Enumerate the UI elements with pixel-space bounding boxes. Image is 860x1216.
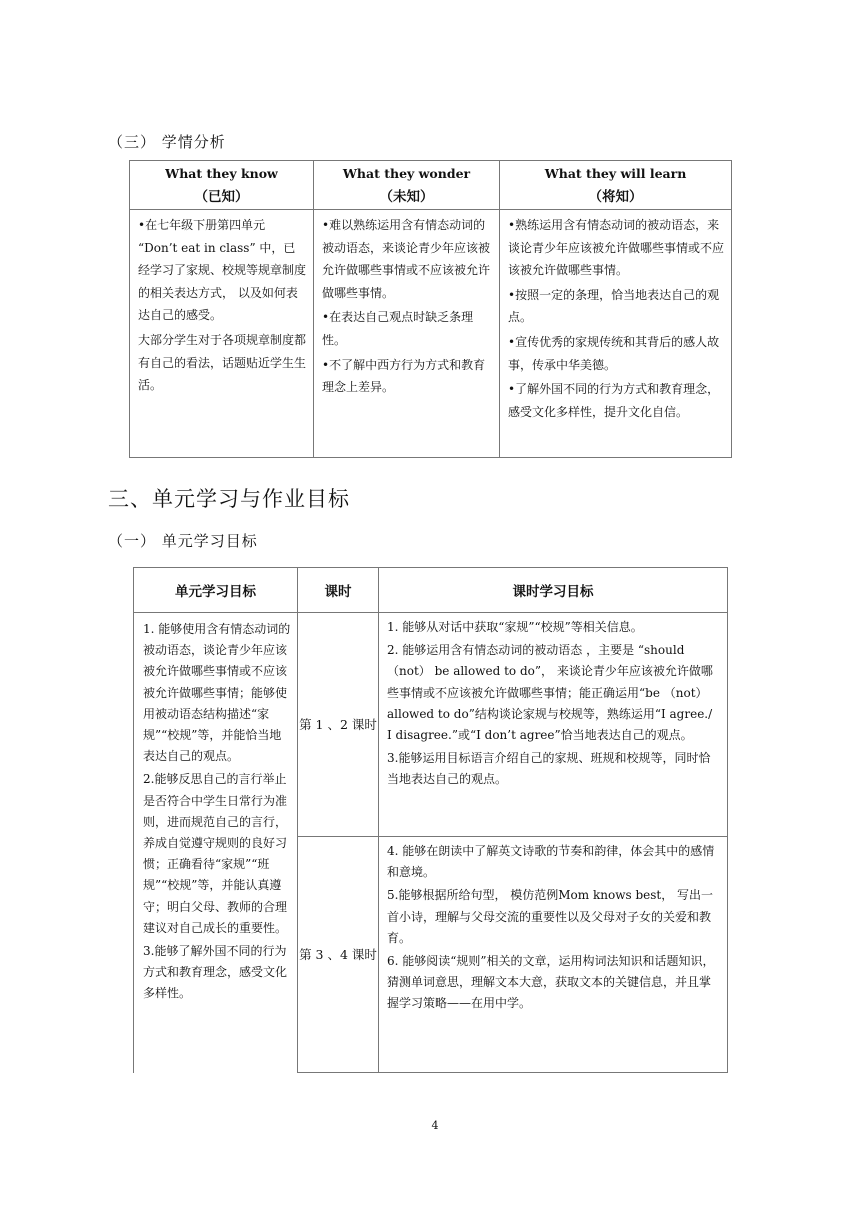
wonder-item: •在表达自己观点时缺乏条理性。: [322, 310, 474, 347]
lesson-row: [134, 613, 728, 837]
lesson-objective: 4. 能够在朗读中了解英文诗歌的节奏和韵律，体会其中的感情和意境。: [387, 844, 715, 880]
will-learn-item: •熟练运用含有情态动词的被动语态，来谈论青少年应该被允许做哪些事情或不应该被允许做哪些事情。: [508, 218, 725, 278]
lesson-objective: 6. 能够阅读“规则”相关的文章，运用构词法知识和话题知识，猜测单词意思，理解文本大意，获取文本的关键信息，并且掌握学习策略——在用中学。: [387, 954, 715, 1011]
header-wonder-cn: （未知）: [379, 189, 434, 205]
known-cell: [130, 210, 314, 458]
header-will-learn-cn: （将知）: [588, 189, 643, 205]
student-analysis-table: [129, 160, 732, 458]
header-lesson: 课时: [298, 568, 379, 613]
unit-goal-item: 2.能够反思自己的言行举止是否符合中学生日常行为准则，进而规范自己的言行，养成自觉遵守规则的良好习惯；正确看待“家规”“班规”“校规”等，并能认真遵守；明白父母、教师的合理建议对自己成长的重要性。: [143, 772, 288, 935]
known-item: •在七年级下册第四单元 “Don’t eat in class” 中，已经学习了家规、校规等规章制度的相关表达方式， 以及如何表达自己的感受。: [138, 218, 307, 323]
wonder-cell: [314, 210, 500, 458]
page-number: 4: [431, 1119, 439, 1132]
header-will-learn-en: What they will learn: [544, 166, 687, 181]
lesson-label-3-4: 第 3 、4 课时: [298, 837, 379, 1073]
header-unit-goals: 单元学习目标: [134, 568, 298, 613]
unit-goals-table: [133, 567, 728, 1073]
header-will-learn: [500, 161, 732, 210]
lesson-objective: 2. 能够运用含有情态动词的被动语态 ，主要是 “should （not） be allowed to do”， 来谈论青少年应该被允许做哪些事情或不应该被允许做哪些事情；能正确运用“be （not） allowed to do”结构谈论家规与校规等，熟练运用“I agree./ I disagree.”或“I don’t agree”恰当地表达自己的观点。: [387, 643, 713, 743]
lesson-label-1-2: 第 1 、2 课时: [298, 613, 379, 837]
wonder-item: •难以熟练运用含有情态动词的被动语态，来谈论青少年应该被允许做哪些事情或不应该被允许做哪些事情。: [322, 218, 491, 300]
unit-goal-item: 1. 能够使用含有情态动词的被动语态，谈论青少年应该被允许做哪些事情或不应该被允许做哪些事情；能够使用被动语态结构描述“家规”“校规”等，并能恰当地表达自己的观点。: [143, 622, 291, 764]
header-known-cn: （已知）: [194, 189, 249, 205]
lesson-objective: 3.能够运用目标语言介绍自己的家规、班规和校规等，同时恰当地表达自己的观点。: [387, 751, 711, 787]
student-analysis-heading: （三） 学情分析: [108, 133, 226, 151]
analysis-body-row: [130, 210, 732, 458]
lesson-objective: 1. 能够从对话中获取“家规”“校规”等相关信息。: [387, 620, 643, 634]
unit-goal-item: 3.能够了解外国不同的行为方式和教育理念，感受文化多样性。: [143, 944, 288, 1001]
will-learn-item: •宣传优秀的家规传统和其背后的感人故事，传承中华美德。: [508, 334, 720, 372]
analysis-header-row: [130, 161, 732, 210]
will-learn-cell: [500, 210, 732, 458]
wonder-item: •不了解中西方行为方式和教育理念上差异。: [322, 357, 486, 395]
goals-header-row: [134, 568, 728, 613]
header-known: [130, 161, 314, 210]
header-wonder: [314, 161, 500, 210]
lesson-objective: 5.能够根据所给句型， 模仿范例Mom knows best， 写出一首小诗，理解与父母交流的重要性以及父母对子女的关爱和教育。: [387, 888, 714, 945]
header-wonder-en: What they wonder: [342, 166, 471, 181]
unit-goals-main-heading: 三、单元学习与作业目标: [108, 487, 350, 511]
known-item: 大部分学生对于各项规章制度都有自己的看法，话题贴近学生生活。: [138, 332, 307, 393]
unit-learning-goals-heading: （一） 单元学习目标: [108, 532, 258, 550]
unit-goals-cell: [134, 613, 298, 1073]
will-learn-item: •了解外国不同的行为方式和教育理念，感受文化多样性，提升文化自信。: [508, 382, 720, 419]
will-learn-item: •按照一定的条理，恰当地表达自己的观点。: [508, 287, 720, 325]
header-known-en: What they know: [165, 166, 278, 181]
lesson-objectives-1-2: [379, 613, 728, 837]
header-lesson-objectives: 课时学习目标: [379, 568, 728, 613]
lesson-objectives-3-4: [379, 837, 728, 1073]
